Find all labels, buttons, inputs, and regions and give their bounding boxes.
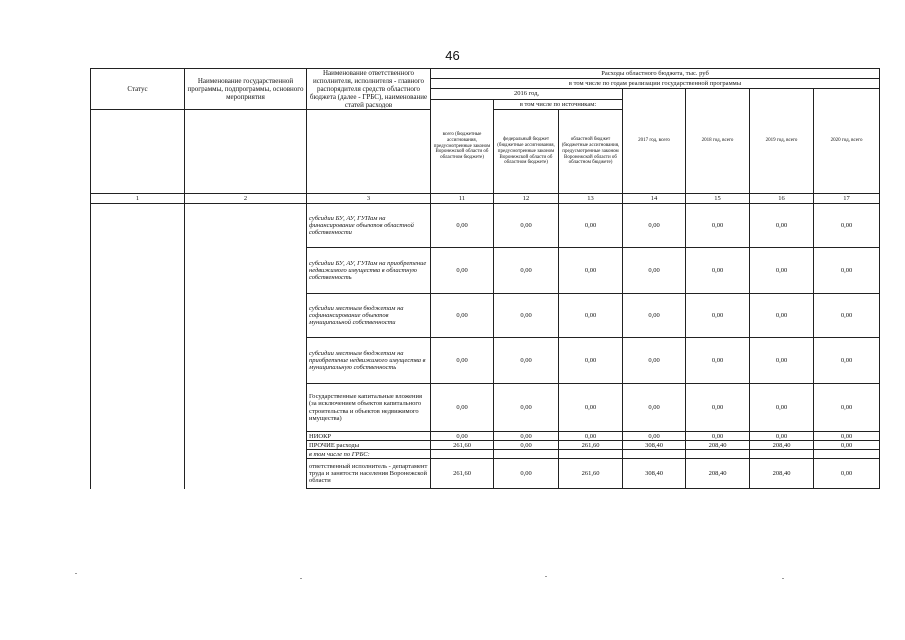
- cell-value: 0,00: [559, 204, 623, 248]
- cell-value: 0,00: [686, 294, 750, 338]
- column-number: 11: [431, 194, 494, 204]
- cell-value: 0,00: [814, 294, 880, 338]
- cell-value: 208,40: [686, 441, 750, 450]
- cell-value: 261,60: [559, 459, 623, 489]
- header-total-2016: всего (бюджетные ассигнования, предусмотренные законом Воронежской области об областном бюджете): [431, 99, 494, 194]
- cell-value: 0,00: [686, 248, 750, 294]
- cell-value: 0,00: [623, 294, 686, 338]
- cell-value: 0,00: [494, 441, 559, 450]
- cell-value: 0,00: [686, 204, 750, 248]
- scan-speck: [300, 578, 302, 579]
- column-numbers-row: [91, 194, 880, 204]
- cell-value: 0,00: [494, 294, 559, 338]
- cell-value: 0,00: [494, 204, 559, 248]
- header-2020: 2020 год, всего: [814, 89, 880, 194]
- cell-value: 0,00: [431, 432, 494, 441]
- cell-value: 0,00: [750, 204, 814, 248]
- cell-value: [623, 450, 686, 459]
- cell-value: [750, 450, 814, 459]
- header-executor: Наименование ответственного исполнителя, исполнителя - главного распорядителя средств областного бюджета (далее - ГРБС), наименование статей расходов: [307, 69, 431, 110]
- cell-value: 0,00: [814, 459, 880, 489]
- cell-value: 208,40: [750, 459, 814, 489]
- row-label: в том числе по ГРБС:: [307, 450, 431, 459]
- cell-value: 0,00: [559, 384, 623, 432]
- header-by-years: в том числе по годам реализации государственной программы: [431, 79, 880, 89]
- cell-value: 208,40: [686, 459, 750, 489]
- cell-value: [494, 450, 559, 459]
- cell-value: [559, 450, 623, 459]
- cell-value: 0,00: [623, 432, 686, 441]
- column-number: 16: [750, 194, 814, 204]
- row-label: НИОКР: [307, 432, 431, 441]
- column-number: 12: [494, 194, 559, 204]
- column-number: 1: [91, 194, 185, 204]
- cell-value: 0,00: [559, 338, 623, 384]
- column-number: 13: [559, 194, 623, 204]
- cell-value: 0,00: [431, 248, 494, 294]
- cell-value: 0,00: [814, 384, 880, 432]
- cell-value: 0,00: [814, 338, 880, 384]
- cell-value: 208,40: [750, 441, 814, 450]
- cell-value: 0,00: [623, 248, 686, 294]
- column-number: 17: [814, 194, 880, 204]
- row-label: ответственный исполнитель - департамент труда и занятости населения Воронежской области: [307, 459, 431, 489]
- cell-value: 0,00: [559, 432, 623, 441]
- cell-value: 0,00: [494, 459, 559, 489]
- cell-value: 261,60: [431, 459, 494, 489]
- cell-value: 0,00: [750, 384, 814, 432]
- row-label: субсидии местным бюджетам на приобретение недвижимого имущества в муниципальную собственность: [307, 338, 431, 384]
- column-number: 3: [307, 194, 431, 204]
- column-number: 14: [623, 194, 686, 204]
- cell-value: 261,60: [431, 441, 494, 450]
- header-2017: 2017 год, всего: [623, 89, 686, 194]
- header-year-2016: 2016 год,: [431, 89, 623, 100]
- cell-value: 0,00: [814, 204, 880, 248]
- row-label: Государственные капитальные вложения (за исключением объектов капитального строительства и объектов недвижимого имущества): [307, 384, 431, 432]
- cell-value: 261,60: [559, 441, 623, 450]
- cell-value: 0,00: [494, 432, 559, 441]
- cell-value: 0,00: [750, 248, 814, 294]
- cell-value: 0,00: [623, 338, 686, 384]
- row-label: субсидии БУ, АУ, ГУПам на финансирование объектов областной собственности: [307, 204, 431, 248]
- cell-value: 0,00: [494, 248, 559, 294]
- table-row: [91, 204, 880, 248]
- header-regional: областной бюджет (бюджетные ассигнования, предусмотренные законом Воронежской области об областном бюджете): [559, 110, 623, 194]
- cell-value: 0,00: [750, 294, 814, 338]
- cell-value: 0,00: [559, 294, 623, 338]
- cell-value: 0,00: [431, 204, 494, 248]
- cell-value: 0,00: [686, 384, 750, 432]
- cell-value: 0,00: [431, 294, 494, 338]
- cell-value: 0,00: [494, 338, 559, 384]
- scan-speck: [782, 578, 784, 579]
- cell-value: 0,00: [814, 248, 880, 294]
- header-status: Статус: [91, 69, 185, 110]
- column-number: 2: [185, 194, 307, 204]
- budget-table: [90, 68, 880, 489]
- cell-value: 0,00: [686, 338, 750, 384]
- header-federal: федеральный бюджет (бюджетные ассигнования, предусмотренные законом Воронежской области об областном бюджете): [494, 110, 559, 194]
- header-2019: 2019 год, всего: [750, 89, 814, 194]
- column-number: 15: [686, 194, 750, 204]
- cell-value: 0,00: [431, 338, 494, 384]
- scan-speck: [75, 573, 77, 574]
- cell-value: 308,40: [623, 459, 686, 489]
- cell-value: [814, 450, 880, 459]
- cell-value: 308,40: [623, 441, 686, 450]
- header-by-sources: в том числе по источникам:: [494, 99, 623, 110]
- cell-value: 0,00: [814, 441, 880, 450]
- scan-speck: [545, 576, 547, 577]
- header-2018: 2018 год, всего: [686, 89, 750, 194]
- cell-value: [686, 450, 750, 459]
- cell-value: 0,00: [750, 432, 814, 441]
- cell-value: 0,00: [814, 432, 880, 441]
- row-label: субсидии местным бюджетам на софинансирование объектов муниципальной собственности: [307, 294, 431, 338]
- cell-value: [431, 450, 494, 459]
- cell-value: 0,00: [431, 384, 494, 432]
- cell-value: 0,00: [559, 248, 623, 294]
- cell-value: 0,00: [686, 432, 750, 441]
- row-label: ПРОЧИЕ расходы: [307, 441, 431, 450]
- page-number: 46: [445, 48, 460, 63]
- cell-value: 0,00: [623, 204, 686, 248]
- cell-value: 0,00: [494, 384, 559, 432]
- row-label: субсидии БУ, АУ, ГУПам на приобретение недвижимого имущества в областную собственность: [307, 248, 431, 294]
- header-program-name: Наименование государственной программы, подпрограммы, основного мероприятия: [185, 69, 307, 110]
- cell-value: 0,00: [623, 384, 686, 432]
- header-expenses-title: Расходы областного бюджета, тыс. руб: [431, 69, 880, 79]
- cell-value: 0,00: [750, 338, 814, 384]
